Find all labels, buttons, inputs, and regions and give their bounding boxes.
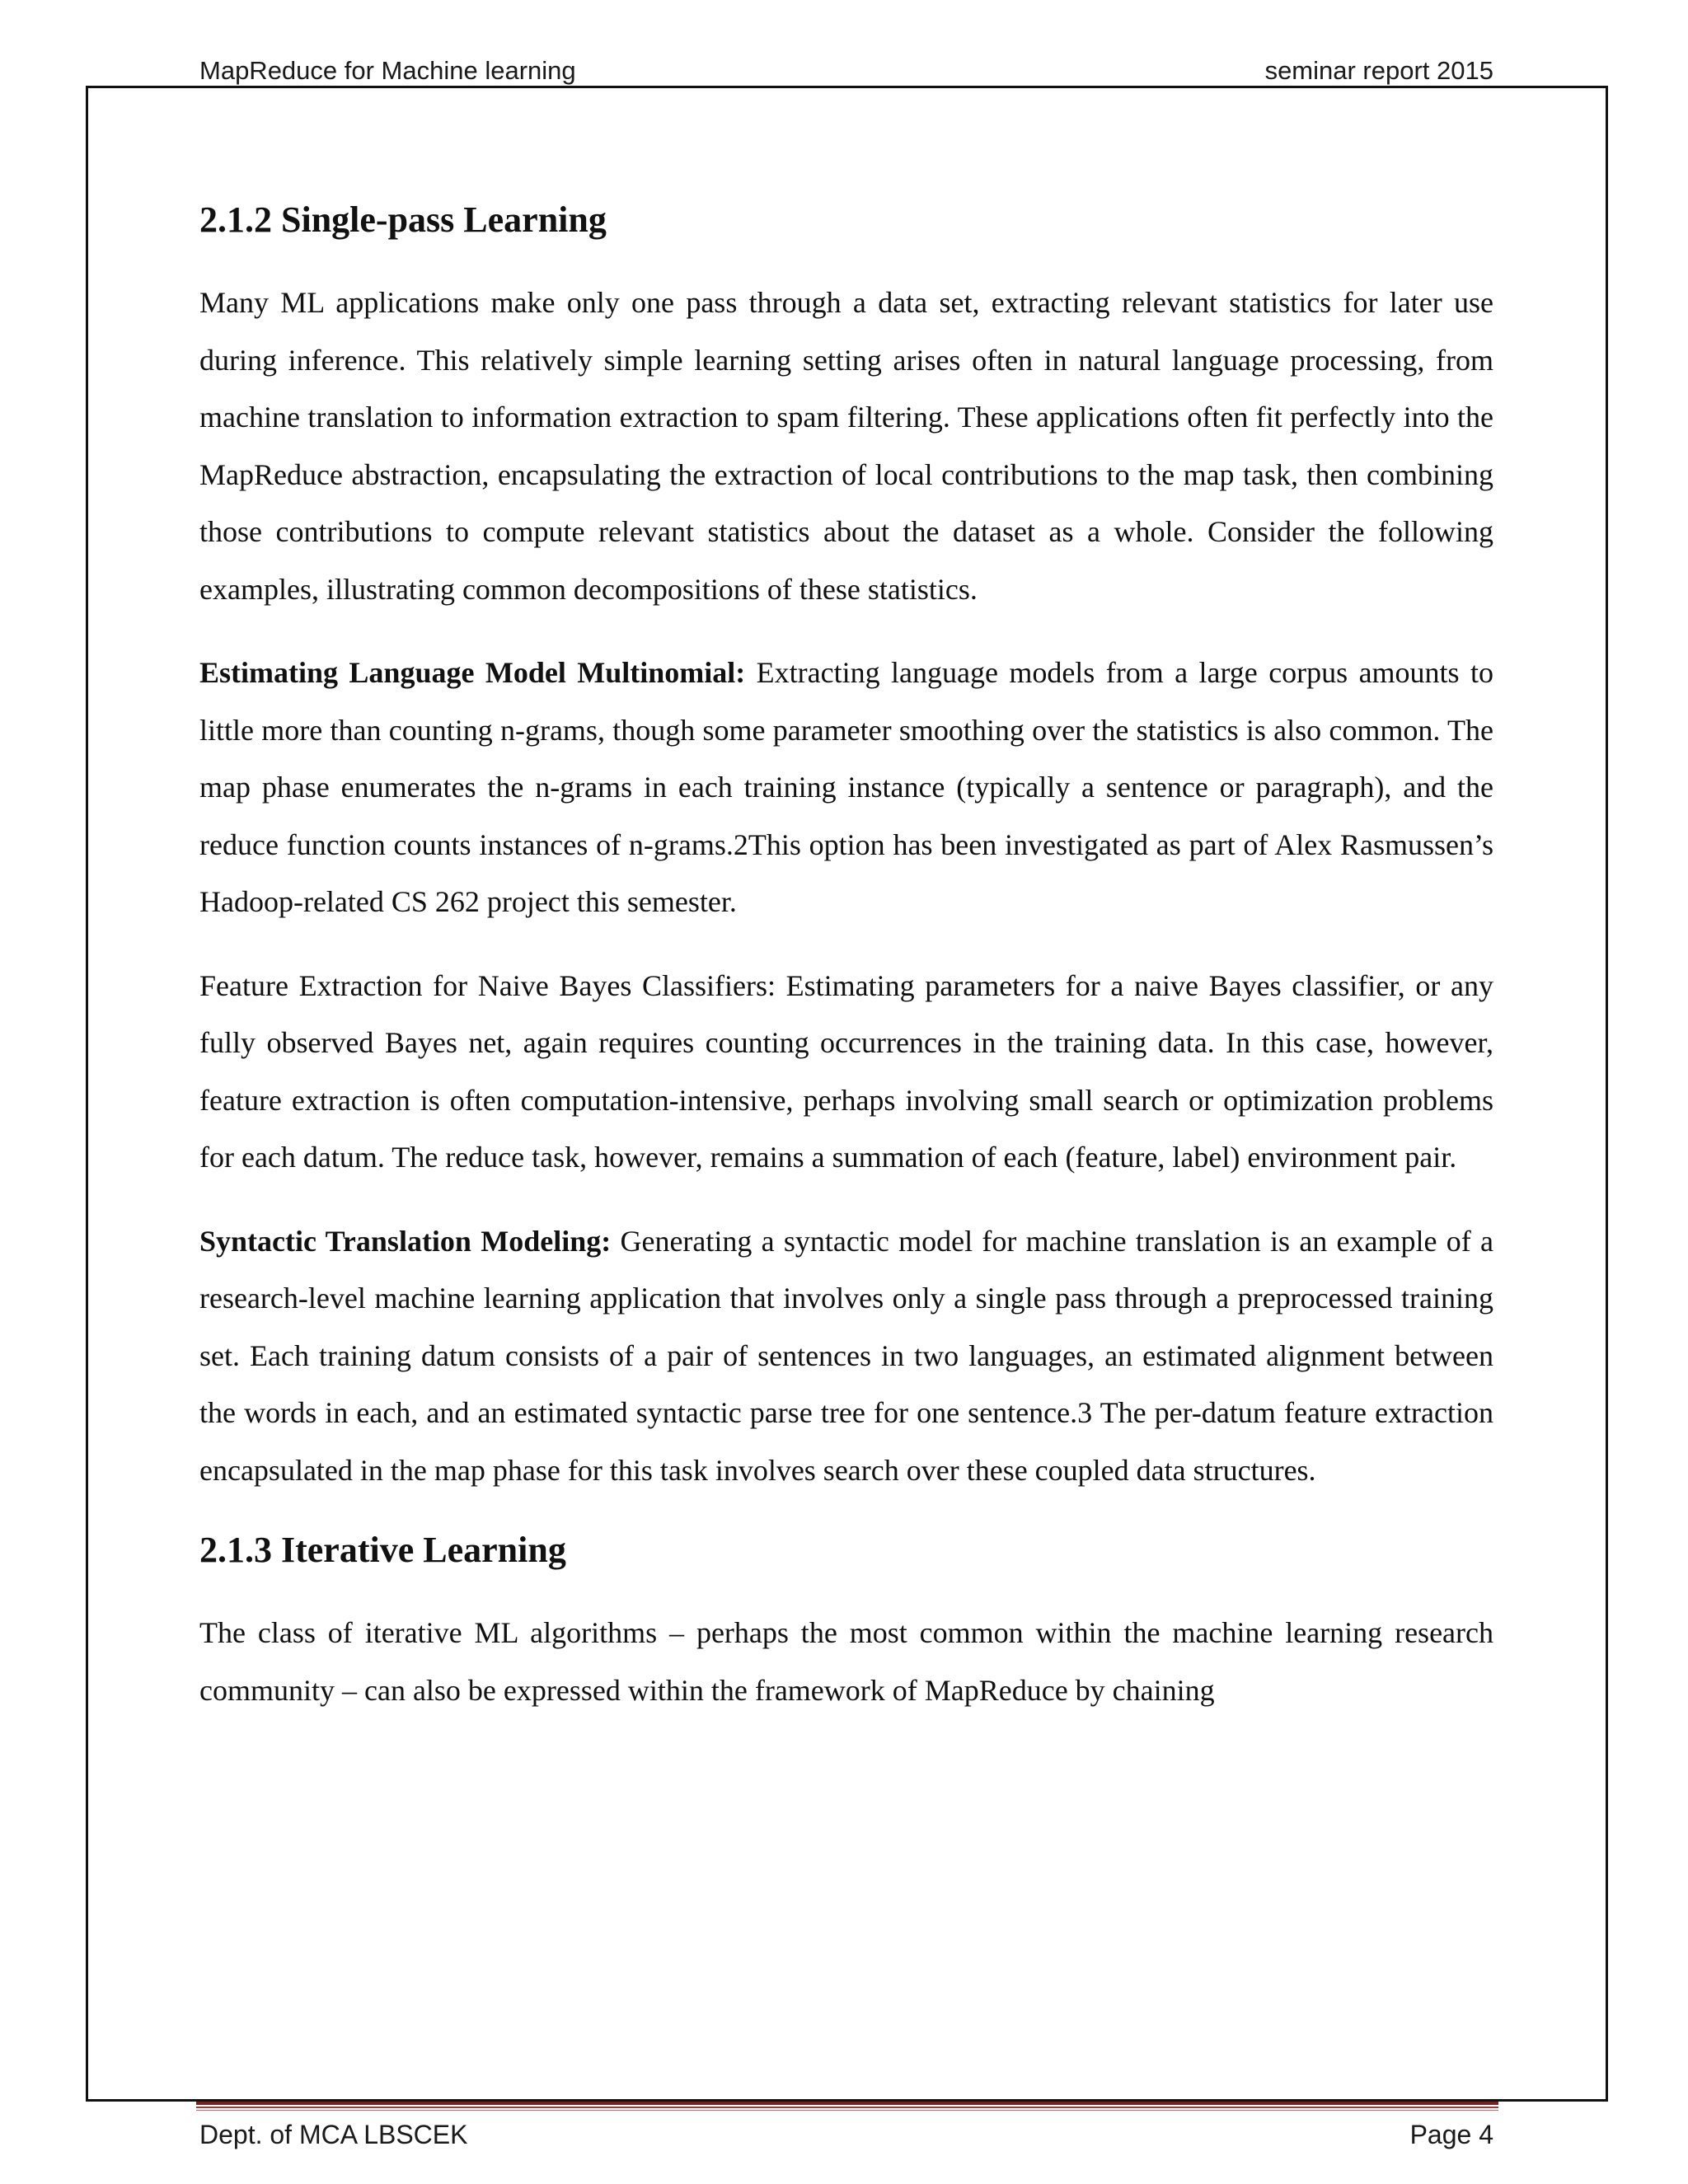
paragraph-single-pass-intro: Many ML applications make only one pass through a data set, extracting relevant statistics for later use during inference. This relatively simple learning setting arises often in natural language processing, from machine translation to information extraction to spam filtering. These applications often fit perfectly into the MapReduce abstraction, encapsulating the extraction of local contributions to the map task, then combining those contributions to compute relevant statistics about the dataset as a whole. Consider the following examples, illustrating common decompositions of these statistics. [199,286,1493,606]
section-heading-2-1-3: 2.1.3 Iterative Learning [199,1530,566,1570]
paragraph-iterative-intro: The class of iterative ML algorithms – perhaps the most common within the machine learning research community – can also be expressed within the framework of MapReduce by chaining [199,1616,1493,1707]
header-title: MapReduce for Machine learning [199,56,576,85]
page-number: Page 4 [1409,2119,1493,2149]
footer-divider [196,2102,1498,2111]
paragraph-syntactic-translation [199,1213,1493,1500]
running-footer [199,2116,1493,2153]
paragraph-body-syntactic-translation: Generating a syntactic model for machine translation is an example of a research-level machine learning application that involves only a single pass through a preprocessed training set. Each training datum consists of a pair of sentences in two languages, an estimated alignment between the words in each, and an estimated syntactic parse tree for one sentence.3 The per-datum feature extraction encapsulated in the map phase for this task involves search over these coupled data structures. [199,1224,1493,1487]
paragraph-lead-language-model: Estimating Language Model Multinomial: [199,656,746,689]
footer-department: Dept. of MCA LBSCEK [199,2119,468,2149]
paragraph-body-language-model: Extracting language models from a large corpus amounts to little more than counting n-grams, though some parameter smoothing over the statistics is also common. The map phase enumerates the n-grams in each training instance (typically a sentence or paragraph), and the reduce function counts instances of n-grams.2This option has been investigated as part of Alex Rasmussen’s Hadoop-related CS 262 project this semester. [199,656,1493,918]
paragraph-naive-bayes: Feature Extraction for Naive Bayes Classifiers: Estimating parameters for a naive Bayes classifier, or any fully observed Bayes net, again requires counting occurrences in the training data. In this case, however, feature extraction is often computation-intensive, perhaps involving small search or optimization problems for each datum. The reduce task, however, remains a summation of each (feature, label) environment pair. [199,968,1493,1174]
page-content [199,191,1493,1719]
paragraph-lead-syntactic-translation: Syntactic Translation Modeling: [199,1224,612,1258]
running-header [199,48,1493,86]
section-heading-2-1-2: 2.1.2 Single-pass Learning [199,199,607,240]
paragraph-language-model [199,644,1493,931]
header-report-label: seminar report 2015 [1264,56,1493,85]
